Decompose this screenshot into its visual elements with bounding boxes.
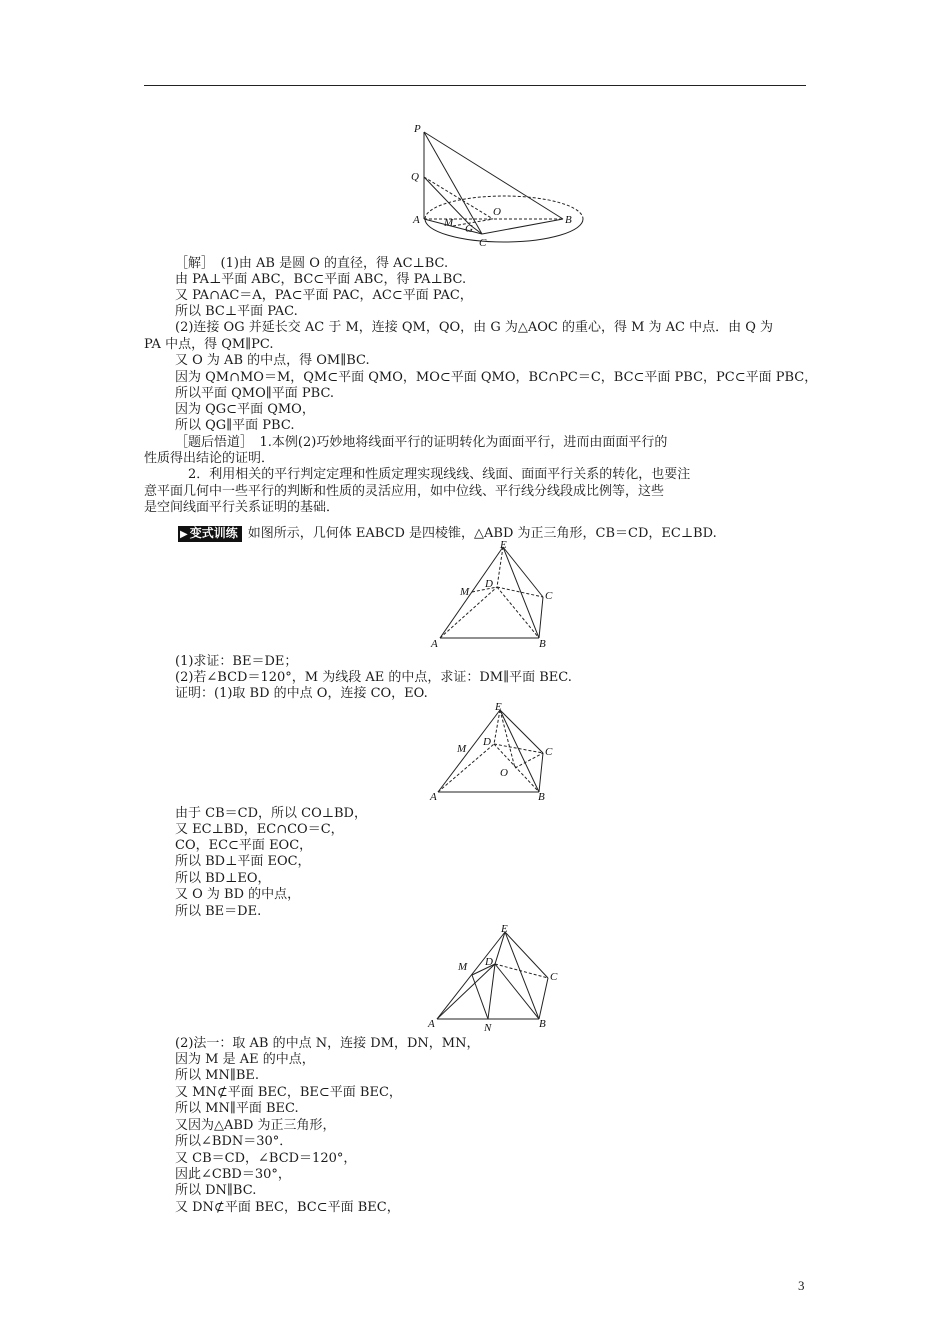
proof2-line: 又 DN⊄平面 BEC，BC⊂平面 BEC，: [175, 1200, 400, 1215]
proof2-line: 所以 MN∥BE.: [175, 1068, 259, 1083]
label-C: C: [545, 590, 553, 602]
label-O: O: [493, 206, 501, 218]
proof2-line: 所以 MN∥平面 BEC.: [175, 1101, 299, 1116]
exercise-statement: 如图所示，几何体 EABCD 是四棱锥，△ABD 为正三角形，CB＝CD，EC⊥BD.: [247, 526, 717, 541]
page-number: 3: [798, 1278, 805, 1293]
label-D: D: [485, 956, 493, 968]
label-D: D: [485, 578, 493, 590]
figure-pyramid: [425, 539, 560, 652]
solution-line: (2)连接 OG 并延长交 AC 于 M，连接 QM，QO，由 G 为△AOC 的重心，得 M 为 AC 中点．由 Q 为: [175, 320, 774, 335]
label-N: N: [484, 1022, 492, 1034]
proof1-line: 所以 BD⊥EO，: [175, 871, 271, 886]
solution-line: 因为 QG⊂平面 QMO，: [175, 402, 315, 417]
exercise-banner: ▶ 变式训练: [178, 526, 242, 542]
label-P: P: [414, 123, 421, 135]
label-O: O: [500, 767, 508, 779]
solution-line: 因为 QM∩MO＝M，QM⊂平面 QMO，MO⊂平面 QMO，BC∩PC＝C，BC⊂平面 PBC，PC⊂平面 PBC，: [175, 370, 818, 385]
proof1-line: 由于 CB＝CD，所以 CO⊥BD，: [175, 806, 367, 821]
label-G: G: [465, 223, 473, 235]
label-A: A: [431, 638, 438, 650]
label-M: M: [458, 961, 468, 973]
solution-line: 性质得出结论的证明．: [144, 451, 275, 466]
proof1-line: 又 EC⊥BD，EC∩CO＝C，: [175, 822, 344, 837]
label-E: E: [500, 539, 507, 551]
proof2-line: 因此∠CBD＝30°，: [175, 1167, 291, 1182]
solution-line: 2．利用相关的平行判定定理和性质定理实现线线、线面、面面平行关系的转化，也要注: [175, 467, 691, 482]
label-M: M: [444, 217, 454, 229]
solution-line: 所以 BC⊥平面 PAC.: [175, 304, 298, 319]
proof1-line: 又 O 为 BD 的中点，: [175, 887, 301, 902]
solution-line: 由 PA⊥平面 ABC，BC⊂平面 ABC，得 PA⊥BC.: [175, 272, 467, 287]
figure-cone-circle: [405, 122, 590, 254]
proof2-line: 因为 M 是 AE 的中点，: [175, 1052, 315, 1067]
solution-line: 又 PA∩AC＝A，PA⊂平面 PAC，AC⊂平面 PAC，: [175, 288, 473, 303]
proof2-line: 又 CB＝CD，∠BCD＝120°，: [175, 1151, 357, 1166]
solution-line: ［解］ (1)由 AB 是圆 O 的直径，得 AC⊥BC.: [175, 256, 449, 271]
label-M: M: [457, 743, 467, 755]
proof2-line: 又 MN⊄平面 BEC，BE⊂平面 BEC，: [175, 1085, 402, 1100]
play-triangle-icon: ▶: [180, 529, 188, 540]
label-E: E: [501, 923, 508, 935]
proof2-line: 所以∠BDN＝30°．: [175, 1134, 293, 1149]
solution-line: 意平面几何中一些平行的判断和性质的灵活应用，如中位线、平行线分线段成比例等，这些: [144, 484, 665, 499]
solution-line: 是空间线面平行关系证明的基础．: [144, 500, 340, 515]
label-A: A: [413, 214, 420, 226]
label-C: C: [550, 971, 558, 983]
label-E: E: [495, 701, 502, 713]
exercise-line: (2)若∠BCD＝120°，M 为线段 AE 的中点，求证：DM∥平面 BEC.: [175, 670, 572, 685]
solution-line: ［题后悟道］ 1.本例(2)巧妙地将线面平行的证明转化为面面平行，进而由面面平行的: [175, 435, 668, 450]
label-B: B: [565, 214, 572, 226]
solution-line: 又 O 为 AB 的中点，得 OM∥BC.: [175, 353, 370, 368]
label-B: B: [539, 638, 546, 650]
figure-pyramid-with-o: [425, 700, 560, 804]
proof1-line: 所以 BD⊥平面 EOC，: [175, 854, 311, 869]
solution-line: 所以平面 QMO∥平面 PBC.: [175, 386, 335, 401]
label-M: M: [460, 586, 470, 598]
proof1-line: 所以 BE＝DE.: [175, 904, 262, 919]
solution-line: 所以 QG∥平面 PBC.: [175, 418, 295, 433]
label-C: C: [479, 237, 487, 249]
label-A: A: [428, 1018, 435, 1030]
proof2-line: (2)法一：取 AB 的中点 N，连接 DM，DN，MN，: [175, 1036, 480, 1051]
header-rule: [144, 85, 806, 86]
proof2-line: 又因为△ABD 为正三角形，: [175, 1118, 336, 1133]
label-D: D: [483, 736, 491, 748]
label-C: C: [545, 746, 553, 758]
proof2-line: 所以 DN∥BC.: [175, 1183, 257, 1198]
label-B: B: [539, 1018, 546, 1030]
proof1-line: CO，EC⊂平面 EOC，: [175, 838, 313, 853]
figure-pyramid-with-n: [425, 922, 565, 1037]
label-Q: Q: [411, 171, 419, 183]
solution-line: PA 中点，得 QM∥PC.: [144, 337, 274, 352]
label-B: B: [538, 791, 545, 803]
label-A: A: [430, 791, 437, 803]
exercise-line: (1)求证：BE＝DE；: [175, 654, 298, 669]
exercise-line: 证明：(1)取 BD 的中点 O，连接 CO，EO.: [175, 686, 428, 701]
